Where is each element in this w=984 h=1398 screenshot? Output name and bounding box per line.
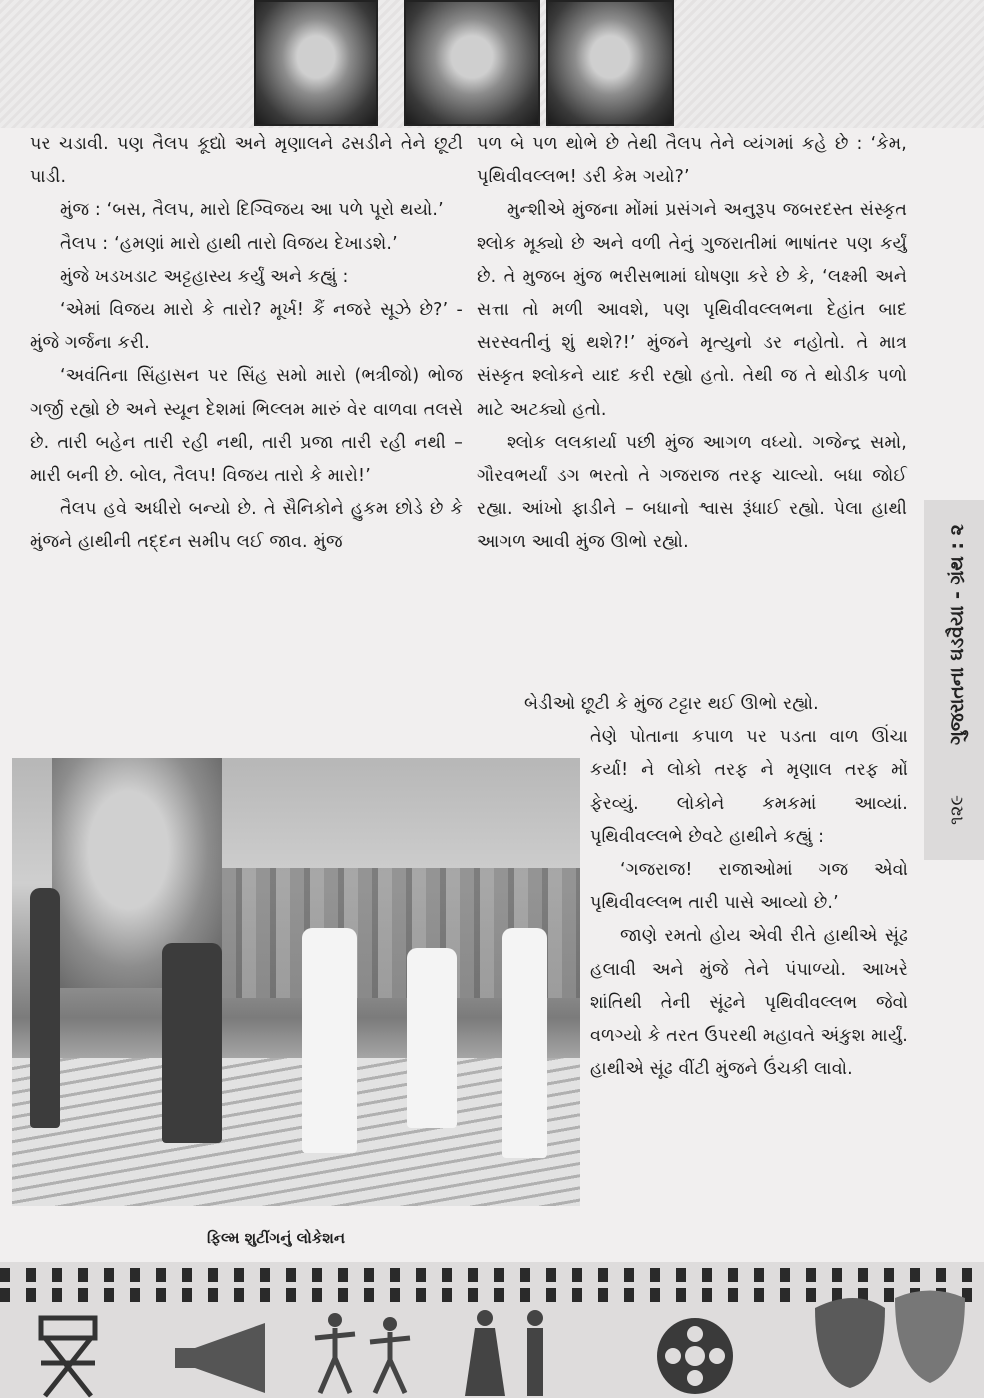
paragraph: મુંજ : ‘બસ, તૈલપ, મારો દિગ્વિજય આ પળે પૂરો થયો.’ [60,200,444,221]
paragraph: શ્લોક લલકાર્યા પછી મુંજ આગળ વધ્યો. ગજેન્દ્ર સમો, ગૌરવભર્યાં ડગ ભરતો તે ગજરાજ તરફ ચાલ્યો. બધા જોઈ રહ્યા. આંખો ફાડીને – બધાનો શ્વાસ રૂંધાઈ રહ્યો. પેલા હાથી આગળ આવી મુંજ ઊભો રહ્યો. [477,432,907,553]
paragraph: તેણે પોતાના કપાળ પર પડતા વાળ ઊંચા કર્યા! ને લોકો તરફ ને મૃણાલ તરફ મોં ફેરવ્યું. લોકોને કમકમાં આવ્યાં. પૃથિવીવલ્લભે છેવટે હાથીને કહ્યું : [590,727,908,847]
couple-icon [450,1302,570,1398]
page-number: ૧૨૯ [946,794,968,826]
paragraph: જાણે રમતો હોય એવી રીતે હાથીએ સૂંઢ હલાવી અને મુંજે તેને પંપાળ્યો. આખરે શાંતિથી તેની સૂંઢને પૃથિવીવલ્લભ જેવો વળગ્યો કે તરત ઉપરથી મહાવતે અંકુશ માર્યું. હાથીએ સૂંઢ વીંટી મુંજને ઉંચકી લાવો. [590,926,908,1080]
paragraph: પળ બે પળ થોભે છે તેથી તૈલપ તેને વ્યંગમાં કહે છે : ‘કેમ, પૃથિવીવલ્લભ! ડરી કેમ ગયો?’ [477,134,907,188]
left-column [30,128,463,560]
director-chair-icon [28,1302,108,1398]
paragraph: તૈલપ હવે અધીરો બન્યો છે. તે સૈનિકોને હુકમ છોડે છે કે મુંજને હાથીની તદ્દન સમીપ લઈ જાવ. મુંજ [30,499,463,553]
film-reel-icon [640,1302,750,1398]
figure [30,888,60,1128]
paragraph: મુંજે ખડખડાટ અટ્ટહાસ્ય કર્યું અને કહ્યું : [60,266,349,287]
portrait-photo-3 [546,0,674,126]
portrait-photo-1 [254,0,378,126]
film-shooting-photo [12,758,580,1206]
figure [502,928,547,1158]
paragraph: તૈલપ : ‘હમણાં મારો હાથી તારો વિજય દેખાડશે.’ [60,233,398,254]
figure [407,948,457,1128]
figure [302,928,357,1153]
stone-steps [12,1058,580,1206]
lower-right-column [524,688,908,1086]
portrait-photo-2 [404,0,540,126]
dancers-icon [300,1302,430,1398]
film-perforations [0,1268,984,1282]
film-strip-footer [0,1262,984,1398]
theatre-masks-icon [800,1302,980,1398]
book-title-vertical: ગુજરાતના ઘડવૈયા - ગ્રંથ : ૨ [946,524,968,746]
photo-caption: ફિલ્મ શુટીંગનું લોકેશન [206,1229,346,1247]
figure [162,943,222,1143]
megaphone-icon [160,1302,280,1398]
paragraph: મુન્શીએ મુંજના મોંમાં પ્રસંગને અનુરૂપ જબરદસ્ત સંસ્કૃત શ્લોક મૂક્યો છે અને વળી તેનું ગુજરાતીમાં ભાષાંતર પણ કર્યું છે. તે મુજબ મુંજ ભરીસભામાં ઘોષણા કરે છે કે, ‘લક્ષ્મી અને સત્તા તો મળી આવશે, પણ પૃથિવીવલ્લભના દેહાંત બાદ સરસ્વતીનું શું થશે?!’ મુંજને મૃત્યુનો ડર નહોતો. તે માત્ર સંસ્કૃત શ્લોકને યાદ કરી રહ્યો હતો. તેથી જ તે થોડીક પળો માટે અટક્યો હતો. [477,200,907,420]
lead-line: બેડીઓ છૂટી કે મુંજ ટટ્ટાર થઈ ઊભો રહ્યો. [524,694,819,714]
paragraph: ‘એમાં વિજય મારો કે તારો? મૂર્ખ! કૈં નજરે સૂઝે છે?’ - મુંજે ગર્જના કરી. [30,300,463,354]
paragraph: પર ચડાવી. પણ તૈલપ કૂદ્યો અને મૃણાલને ઢસડીને તેને છૂટી પાડી. [30,134,463,188]
right-column [477,128,907,560]
paragraph: ‘અવંતિના સિંહાસન પર સિંહ સમો મારો (ભત્રીજો) ભોજ ગર્જી રહ્યો છે અને સ્યૂન દેશમાં ભિલ્લમ મારું વેર વાળવા તલસે છે. તારી બહેન તારી રહી નથી, તારી પ્રજા તારી રહી નથી – મારી બની છે. બોલ, તૈલપ! વિજય તારો કે મારો!’ [30,366,463,487]
quote: ‘ગજરાજ! રાજાઓમાં ગજ એવો પૃથિવીવલ્લભ તારી પાસે આવ્યો છે.’ [590,860,908,914]
